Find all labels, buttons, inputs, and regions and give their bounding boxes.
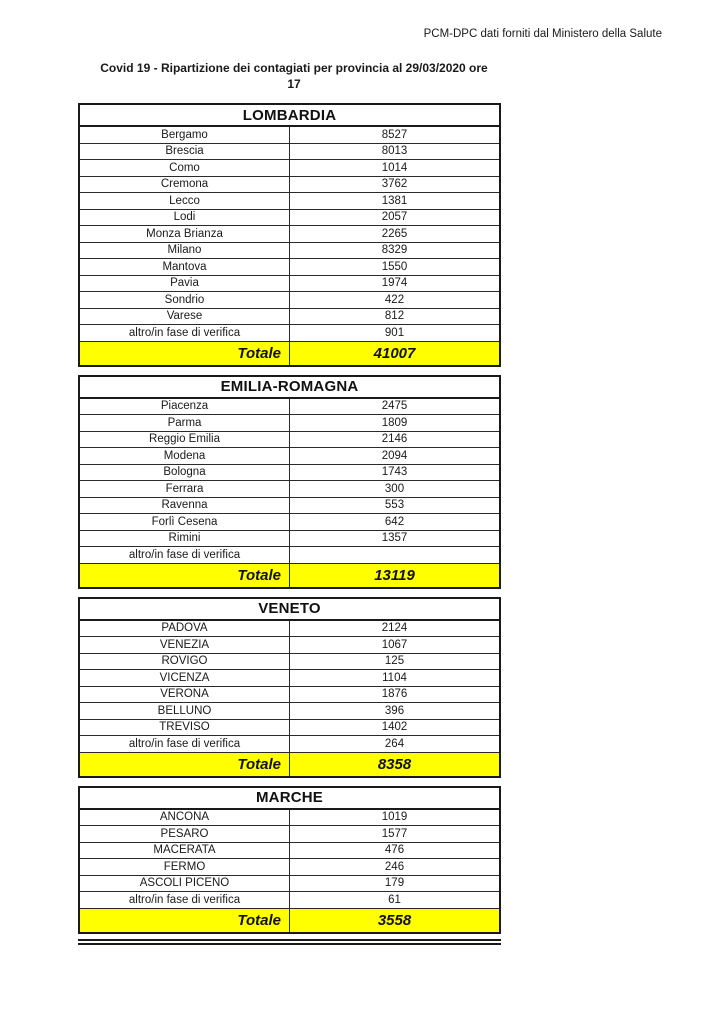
province-cell: Monza Brianza [79,226,290,243]
province-cell: TREVISO [79,719,290,736]
table-row [79,209,500,226]
value-cell: 61 [290,892,501,909]
table-row [79,892,500,909]
province-cell: altro/in fase di verifica [79,892,290,909]
table-row [79,160,500,177]
province-cell: VERONA [79,686,290,703]
region-header: MARCHE [79,787,500,809]
province-cell: Ferrara [79,481,290,498]
province-cell: Forlì Cesena [79,514,290,531]
region-header: EMILIA-ROMAGNA [79,376,500,398]
value-cell: 2265 [290,226,501,243]
page-title-line2: 17 [287,77,301,91]
province-cell: ROVIGO [79,653,290,670]
totale-value-cell: 3558 [290,908,501,933]
value-cell [290,547,501,564]
table-row [79,637,500,654]
value-cell: 2124 [290,620,501,637]
value-cell: 1019 [290,809,501,826]
province-cell: Reggio Emilia [79,431,290,448]
province-cell: Lecco [79,193,290,210]
value-cell: 1809 [290,415,501,432]
value-cell: 1550 [290,259,501,276]
table-row [79,226,500,243]
province-cell: Mantova [79,259,290,276]
value-cell: 553 [290,497,501,514]
province-cell: altro/in fase di verifica [79,547,290,564]
table-row [79,736,500,753]
totale-row [79,752,500,777]
totale-value-cell: 41007 [290,341,501,366]
province-cell: Modena [79,448,290,465]
table-row [79,719,500,736]
totale-label-cell: Totale [79,563,290,588]
value-cell: 264 [290,736,501,753]
value-cell: 8329 [290,242,501,259]
value-cell: 1067 [290,637,501,654]
province-cell: Piacenza [79,398,290,415]
table-row [79,464,500,481]
totale-row [79,908,500,933]
value-cell: 2475 [290,398,501,415]
table-row [79,308,500,325]
table-row [79,686,500,703]
table-row [79,448,500,465]
table-row [79,292,500,309]
province-cell: altro/in fase di verifica [79,325,290,342]
region-table-marche [78,786,501,934]
totale-label-cell: Totale [79,908,290,933]
region-header: LOMBARDIA [79,104,500,126]
totale-row [79,563,500,588]
value-cell: 125 [290,653,501,670]
value-cell: 901 [290,325,501,342]
table-row [79,275,500,292]
table-row [79,875,500,892]
table-row [79,826,500,843]
table-row [79,193,500,210]
value-cell: 1402 [290,719,501,736]
province-cell: VICENZA [79,670,290,687]
table-row [79,176,500,193]
table-row [79,398,500,415]
value-cell: 1381 [290,193,501,210]
table-row [79,514,500,531]
value-cell: 642 [290,514,501,531]
province-cell: MACERATA [79,842,290,859]
table-row [79,481,500,498]
value-cell: 1357 [290,530,501,547]
value-cell: 3762 [290,176,501,193]
table-row [79,703,500,720]
value-cell: 8527 [290,126,501,143]
province-cell: BELLUNO [79,703,290,720]
totale-label-cell: Totale [79,752,290,777]
region-header-row [79,598,500,620]
province-cell: Ravenna [79,497,290,514]
value-cell: 1104 [290,670,501,687]
province-cell: Pavia [79,275,290,292]
value-cell: 2146 [290,431,501,448]
table-row [79,670,500,687]
source-note: PCM-DPC dati forniti dal Ministero della Salute [423,28,662,40]
table-row [79,242,500,259]
value-cell: 1014 [290,160,501,177]
province-cell: Varese [79,308,290,325]
table-row [79,497,500,514]
totale-row [79,341,500,366]
value-cell: 2094 [290,448,501,465]
province-cell: PADOVA [79,620,290,637]
province-cell: Bergamo [79,126,290,143]
table-row [79,809,500,826]
province-cell: Milano [79,242,290,259]
region-table-emilia-romagna [78,375,501,589]
table-row [79,259,500,276]
table-row [79,143,500,160]
page-title-line1: Covid 19 - Ripartizione dei contagiati per provincia al 29/03/2020 ore [100,61,488,75]
region-header-row [79,104,500,126]
region-header-row [79,787,500,809]
table-row [79,530,500,547]
region-header: VENETO [79,598,500,620]
province-cell: Como [79,160,290,177]
province-cell: VENEZIA [79,637,290,654]
totale-label-cell: Totale [79,341,290,366]
province-cell: Brescia [79,143,290,160]
region-table-lombardia [78,103,501,367]
value-cell: 1974 [290,275,501,292]
page-title [80,60,508,92]
value-cell: 1743 [290,464,501,481]
province-cell: ANCONA [79,809,290,826]
region-header-row [79,376,500,398]
province-cell: FERMO [79,859,290,876]
table-row [79,547,500,564]
region-tables [78,103,501,942]
province-cell: PESARO [79,826,290,843]
province-cell: Cremona [79,176,290,193]
province-cell: Sondrio [79,292,290,309]
totale-value-cell: 8358 [290,752,501,777]
province-cell: Lodi [79,209,290,226]
province-cell: ASCOLI PICENO [79,875,290,892]
table-row [79,842,500,859]
value-cell: 1876 [290,686,501,703]
value-cell: 812 [290,308,501,325]
value-cell: 1577 [290,826,501,843]
table-row [79,431,500,448]
bottom-divider [78,939,501,945]
table-row [79,653,500,670]
value-cell: 179 [290,875,501,892]
table-row [79,415,500,432]
province-cell: Parma [79,415,290,432]
value-cell: 8013 [290,143,501,160]
province-cell: Rimini [79,530,290,547]
table-row [79,126,500,143]
value-cell: 246 [290,859,501,876]
province-cell: Bologna [79,464,290,481]
value-cell: 476 [290,842,501,859]
value-cell: 2057 [290,209,501,226]
region-table-veneto [78,597,501,778]
province-cell: altro/in fase di verifica [79,736,290,753]
table-row [79,620,500,637]
value-cell: 396 [290,703,501,720]
totale-value-cell: 13119 [290,563,501,588]
table-row [79,325,500,342]
value-cell: 422 [290,292,501,309]
value-cell: 300 [290,481,501,498]
table-row [79,859,500,876]
